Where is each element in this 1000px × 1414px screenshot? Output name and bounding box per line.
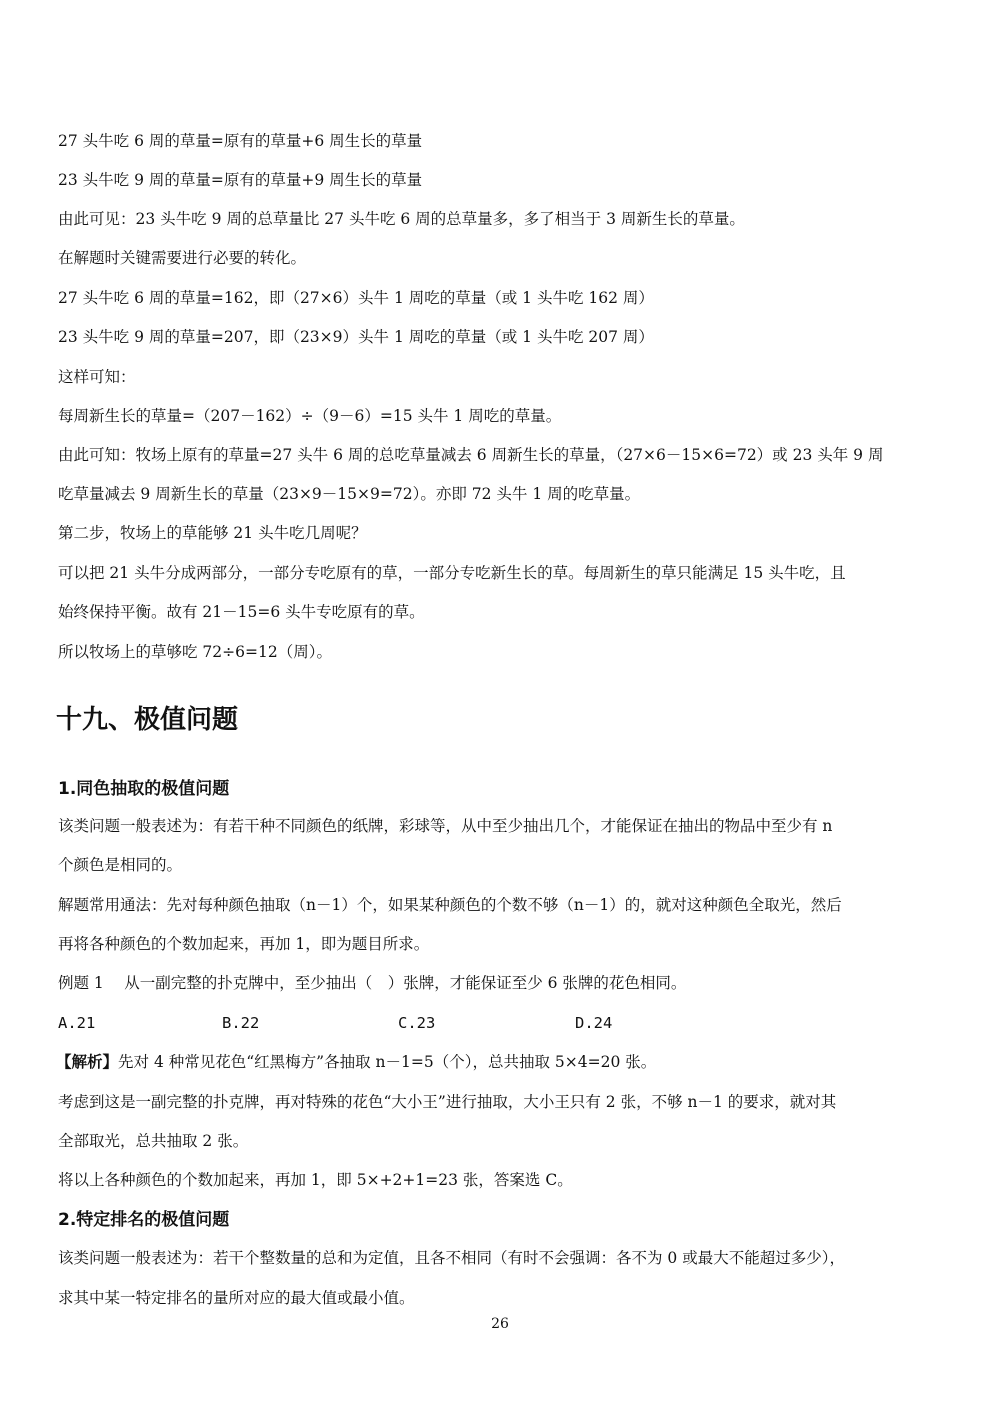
paragraph-line: 23 头牛吃 9 周的草量=原有的草量+9 周生长的草量 xyxy=(58,171,423,189)
option-b: B.22 xyxy=(222,1014,260,1032)
subsection-title-2: 2.特定排名的极值问题 xyxy=(58,1210,230,1230)
paragraph-line: 再将各种颜色的个数加起来，再加 1，即为题目所求。 xyxy=(58,935,430,953)
paragraph-line: 由此可见：23 头牛吃 9 周的总草量比 27 头牛吃 6 周的总草量多，多了相当于 3 周新生长的草量。 xyxy=(58,210,745,228)
paragraph-line: 27 头牛吃 6 周的草量=原有的草量+6 周生长的草量 xyxy=(58,132,423,150)
paragraph-line: 解题常用通法：先对每种颜色抽取（n－1）个，如果某种颜色的个数不够（n－1）的，就对这种颜色全取光，然后 xyxy=(58,896,842,914)
analysis-tag: 【解析】 xyxy=(56,1052,119,1071)
paragraph-line: 个颜色是相同的。 xyxy=(58,856,183,874)
section-title: 十九、极值问题 xyxy=(56,705,239,735)
analysis-line xyxy=(56,1051,946,1073)
paragraph-line: 由此可知：牧场上原有的草量=27 头牛 6 周的总吃草量减去 6 周新生长的草量，（27×6－15×6=72）或 23 头年 9 周 xyxy=(58,446,884,464)
option-c: C.23 xyxy=(398,1014,436,1032)
option-a: A.21 xyxy=(58,1014,96,1032)
paragraph-line: 第二步，牧场上的草能够 21 头牛吃几周呢？ xyxy=(58,524,367,542)
paragraph-line: 27 头牛吃 6 周的草量=162，即（27×6）头牛 1 周吃的草量（或 1 头牛吃 162 周） xyxy=(58,289,654,307)
paragraph-line: 23 头牛吃 9 周的草量=207，即（23×9）头牛 1 周吃的草量（或 1 头牛吃 207 周） xyxy=(58,328,654,346)
paragraph-line: 全部取光，总共抽取 2 张。 xyxy=(58,1132,249,1150)
paragraph-line: 每周新生长的草量=（207－162）÷（9－6）=15 头牛 1 周吃的草量。 xyxy=(58,407,562,425)
option-d: D.24 xyxy=(575,1014,613,1032)
paragraph-line: 这样可知： xyxy=(58,368,136,386)
example-question: 例题 1 从一副完整的扑克牌中，至少抽出（ ）张牌，才能保证至少 6 张牌的花色相同。 xyxy=(58,974,687,992)
page-number: 26 xyxy=(491,1316,509,1332)
paragraph-line: 在解题时关键需要进行必要的转化。 xyxy=(58,249,307,267)
paragraph-line: 吃草量减去 9 周新生长的草量（23×9－15×9=72）。亦即 72 头牛 1 周的吃草量。 xyxy=(58,485,641,503)
paragraph-line: 该类问题一般表述为：若干个整数量的总和为定值，且各不相同（有时不会强调：各不为 0 或最大不能超过多少）， xyxy=(58,1249,845,1267)
paragraph-line: 将以上各种颜色的个数加起来，再加 1，即 5×+2+1=23 张，答案选 C。 xyxy=(58,1171,573,1189)
paragraph-line: 求其中某一特定排名的量所对应的最大值或最小值。 xyxy=(58,1289,415,1307)
subsection-title-1: 1.同色抽取的极值问题 xyxy=(58,779,230,799)
paragraph-line: 该类问题一般表述为：有若干种不同颜色的纸牌，彩球等，从中至少抽出几个，才能保证在抽出的物品中至少有 n xyxy=(58,817,833,835)
paragraph-line: 始终保持平衡。故有 21－15=6 头牛专吃原有的草。 xyxy=(58,603,425,621)
paragraph-line: 可以把 21 头牛分成两部分，一部分专吃原有的草，一部分专吃新生长的草。每周新生的草只能满足 15 头牛吃，且 xyxy=(58,564,846,582)
analysis-text: 先对 4 种常见花色“红黑梅方”各抽取 n－1=5（个），总共抽取 5×4=20 张。 xyxy=(118,1053,657,1071)
paragraph-line: 所以牧场上的草够吃 72÷6=12（周）。 xyxy=(58,643,332,661)
paragraph-line: 考虑到这是一副完整的扑克牌，再对特殊的花色“大小王”进行抽取，大小王只有 2 张，不够 n－1 的要求，就对其 xyxy=(58,1093,837,1111)
